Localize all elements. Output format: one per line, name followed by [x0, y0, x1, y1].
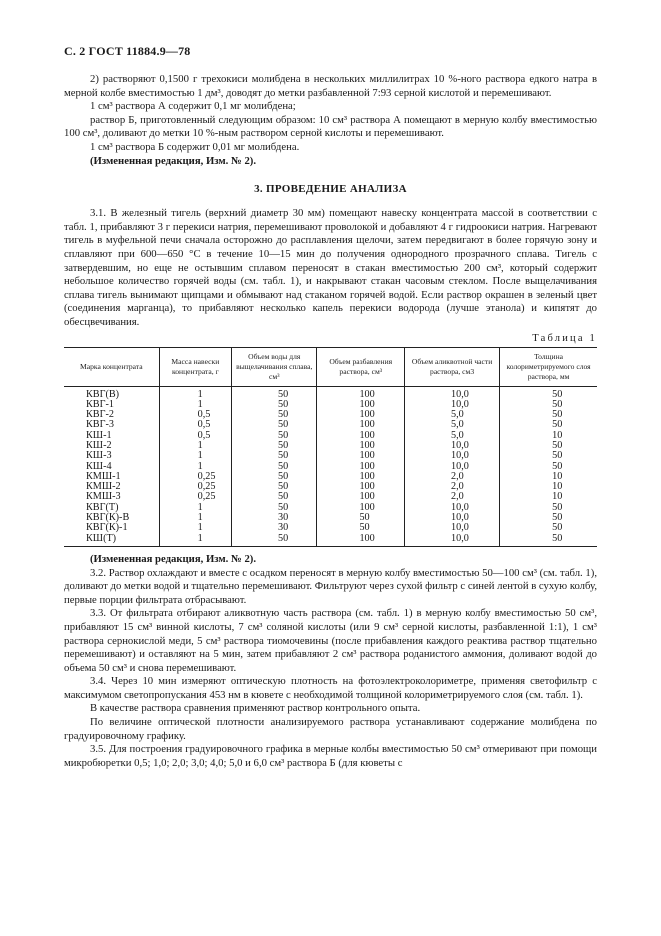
table-cell: 5,0 [405, 410, 500, 420]
table-cell: КМШ-2 [86, 481, 121, 493]
data-table [64, 347, 597, 547]
table-cell: 1 [159, 386, 231, 400]
table-cell: 0,25 [159, 472, 231, 482]
table-header-row [64, 347, 597, 386]
table-row [64, 400, 597, 410]
table-cell: 2,0 [405, 472, 500, 482]
table-cell: 50 [232, 431, 317, 441]
table-header-cell: Объем разбавления раствора, см³ [317, 347, 405, 386]
table-cell: 0,25 [159, 492, 231, 502]
table-cell: 100 [317, 431, 405, 441]
table-cell: КШ-3 [86, 450, 112, 462]
table-cell: 50 [500, 386, 597, 400]
intro-paragraph: раствор Б, приготовленный следующим образом: 10 см³ раствора А помещают в мерную колбу вместимостью 100 см³, доливают до метки 10 %-ным раствором серной кислоты и перемешивают. [64, 113, 597, 140]
table-cell: 50 [500, 534, 597, 547]
table-cell: 10 [500, 482, 597, 492]
table-cell: 50 [232, 492, 317, 502]
table-cell: 1 [159, 513, 231, 523]
table-cell: 50 [232, 400, 317, 410]
table-cell: 100 [317, 441, 405, 451]
table-cell: 0,5 [159, 410, 231, 420]
table-row [64, 420, 597, 430]
paragraph-3-1: 3.1. В железный тигель (верхний диаметр 30 мм) помещают навеску концентрата массой в соответствии с табл. 1, прибавляют 3 г перекиси натрия, перемешивают проволокой и добавляют 4 г гидроокиси натрия. Нагревают тигель в муфельной печи сначала осторожно до расплавления щелочи, затем передвигают в более горячую зону и сплавляют при 600—650 °С в течение 10—15 мин до получения однородного прозрачного сплава. Тигель с затвердевшим, но еще не остывшим сплавом переносят в стакан вместимостью 200 см³, который содержит небольшое количество горячей воды (см. табл. 1), и накрывают стакан часовым стеклом. После выщелачивания сплава тигель вынимают щипцами и обмывают над стаканом горячей водой. Если раствор окрашен в зеленый цвет (соединения марганца), то прибавляют несколько капель перекиси водорода (лучше этанола) и кипятят до обесцвечивания. [64, 207, 597, 328]
table-cell: КВГ(К)-1 [86, 522, 128, 534]
table-row [64, 451, 597, 461]
table-cell: КШ-4 [86, 460, 112, 472]
table-row [64, 386, 597, 400]
table-cell: 50 [317, 513, 405, 523]
table-cell: 10,0 [405, 441, 500, 451]
table-cell: 50 [232, 386, 317, 400]
section-title: 3. ПРОВЕДЕНИЕ АНАЛИЗА [254, 183, 407, 196]
table-cell: 50 [500, 420, 597, 430]
after-paragraph: 3.4. Через 10 мин измеряют оптическую плотность на фотоэлектроколориметре, применяя светофильтр с максимумом светопропускания 453 нм в кювете с необходимой толщиной колориметрируемого слоя (см. табл. 1). [64, 675, 597, 701]
after-table-section [64, 553, 597, 771]
table-header-cell: Толщина колориметрируемого слоя раствора, мм [500, 347, 597, 386]
table-cell: КВГ(Т) [86, 501, 119, 513]
table-cell: КШ(Т) [64, 534, 159, 547]
table-cell: 10,0 [405, 523, 500, 533]
table-cell: 50 [500, 503, 597, 513]
table-cell: 100 [317, 410, 405, 420]
table-cell: 50 [500, 441, 597, 451]
table-row [64, 534, 597, 547]
table-cell: 10,0 [405, 400, 500, 410]
table-caption: Таблица 1 [532, 332, 597, 344]
table-cell: КВГ(В) [86, 388, 120, 400]
table-cell: КМШ-3 [86, 491, 121, 503]
table-cell: 10 [500, 492, 597, 502]
table-cell: 5,0 [405, 431, 500, 441]
table-row [64, 472, 597, 482]
table-cell: КВГ(К)-В [86, 512, 130, 524]
intro-paragraph: (Измененная редакция, Изм. № 2). [90, 154, 257, 167]
table-cell: 50 [317, 523, 405, 533]
table-cell: 50 [500, 523, 597, 533]
table-cell: 1 [159, 400, 231, 410]
table-body [64, 386, 597, 546]
table-cell: 10,0 [405, 503, 500, 513]
table-cell: 50 [500, 513, 597, 523]
table-cell: 50 [500, 462, 597, 472]
table-cell: 100 [317, 462, 405, 472]
table-cell: КВГ-2 [86, 409, 114, 421]
table-cell: 100 [317, 472, 405, 482]
table-cell: 10,0 [405, 513, 500, 523]
intro-paragraph: 1 см³ раствора А содержит 0,1 мг молибдена; [90, 100, 296, 113]
table-cell: 100 [317, 482, 405, 492]
table-cell: 50 [232, 534, 317, 547]
after-paragraph: 3.5. Для построения градуировочного графика в мерные колбы вместимостью 50 см³ отмеривают при помощи микробюретки 0,5; 1,0; 2,0; 3,0; 4,0; 5,0 и 6,0 см³ раствора Б (для кюветы с [64, 743, 597, 769]
table-cell: 0,5 [159, 431, 231, 441]
table-cell: 100 [317, 420, 405, 430]
table-cell: 100 [317, 400, 405, 410]
table-header-cell: Объем воды для выщелачивания сплава, см³ [232, 347, 317, 386]
after-paragraph: По величине оптической плотности анализируемого раствора устанавливают содержание молибдена по градуировочному графику. [64, 716, 597, 742]
table-cell: 1 [159, 523, 231, 533]
table-cell: 10 [500, 472, 597, 482]
table-cell: 1 [159, 451, 231, 461]
table-row [64, 513, 597, 523]
table-cell: 100 [317, 534, 405, 547]
after-paragraph: В качестве раствора сравнения применяют раствор контрольного опыта. [90, 702, 421, 715]
table-cell: 30 [232, 523, 317, 533]
table-header-cell: Объем аликвотной части раствора, см3 [405, 347, 500, 386]
table-cell: 5,0 [405, 420, 500, 430]
table-cell: 50 [232, 472, 317, 482]
table-cell: 2,0 [405, 492, 500, 502]
table-header-cell: Масса навески концентрата, г [159, 347, 231, 386]
table-cell: 50 [232, 410, 317, 420]
table-cell: 50 [232, 503, 317, 513]
table-cell: КВГ-1 [86, 398, 114, 410]
table-cell: КШ-2 [86, 439, 112, 451]
table-cell: 2,0 [405, 482, 500, 492]
table-cell: 1 [159, 462, 231, 472]
table-cell: 100 [317, 386, 405, 400]
table-cell: 100 [317, 503, 405, 513]
table-cell: 50 [500, 410, 597, 420]
table-cell: 50 [232, 420, 317, 430]
table-cell: 50 [500, 400, 597, 410]
intro-section [64, 73, 597, 168]
after-paragraph: (Измененная редакция, Изм. № 2). [90, 552, 257, 565]
table-row [64, 441, 597, 451]
table-cell: 100 [317, 451, 405, 461]
table-row [64, 462, 597, 472]
table-cell: 1 [159, 534, 231, 547]
table-cell: 50 [232, 482, 317, 492]
table-cell: 50 [232, 462, 317, 472]
page-header: С. 2 ГОСТ 11884.9—78 [64, 44, 191, 58]
table-cell: 10,0 [405, 462, 500, 472]
table-cell: 30 [232, 513, 317, 523]
table-cell: 50 [232, 441, 317, 451]
table-row [64, 523, 597, 533]
table-cell: 100 [317, 492, 405, 502]
table-cell: 1 [159, 441, 231, 451]
table-cell: 10,0 [405, 451, 500, 461]
table-cell: 10 [500, 431, 597, 441]
table-cell: 10,0 [405, 534, 500, 547]
table-row [64, 431, 597, 441]
table-header-cell: Марка концентрата [64, 347, 159, 386]
table-cell: КВГ-3 [86, 419, 114, 431]
after-paragraph: 3.3. От фильтрата отбирают аликвотную часть раствора (см. табл. 1) в мерную колбу вместимостью 50 см³, прибавляют 15 см³ винной кислоты, 7 см³ соляной кислоты (или 9 см³ серной кислоты, разбавленной 1:1), 1 см³ раствора сернокислой меди, 5 см³ раствора тиомочевины (после прибавления каждого реактива раствор тщательно перемешивают) и оставляют на 5 мин, затем прибавляют 2 см³ раствора роданистого аммония, доливают водой до объема 50 см³ и снова перемешивают. [64, 607, 597, 674]
table-cell: 1 [159, 503, 231, 513]
table-cell: 0,5 [159, 420, 231, 430]
table-row [64, 492, 597, 502]
intro-paragraph: 1 см³ раствора Б содержит 0,01 мг молибдена. [90, 140, 300, 153]
table-cell: КМШ-1 [86, 470, 121, 482]
table-cell: 50 [500, 451, 597, 461]
after-paragraph: 3.2. Раствор охлаждают и вместе с осадком переносят в мерную колбу вместимостью 50—100 см³ (см. табл. 1), доливают до метки водой и тщательно перемешивают. Фильтруют через сухой фильтр с синей лентой в сухую колбу, первые порции фильтрата отбрасывают. [64, 566, 597, 606]
table-row [64, 503, 597, 513]
table-cell: КШ-1 [86, 429, 112, 441]
table-row [64, 482, 597, 492]
table-cell: 50 [232, 451, 317, 461]
table-cell: 0,25 [159, 482, 231, 492]
intro-paragraph: 2) растворяют 0,1500 г трехокиси молибдена в нескольких миллилитрах 10 %-ного раствора едкого натра в мерной колбе вместимостью 1 дм³, доводят до метки разбавленной 7:93 серной кислотой и перемешивают. [64, 73, 597, 99]
table-row [64, 410, 597, 420]
table-cell: 10,0 [405, 386, 500, 400]
